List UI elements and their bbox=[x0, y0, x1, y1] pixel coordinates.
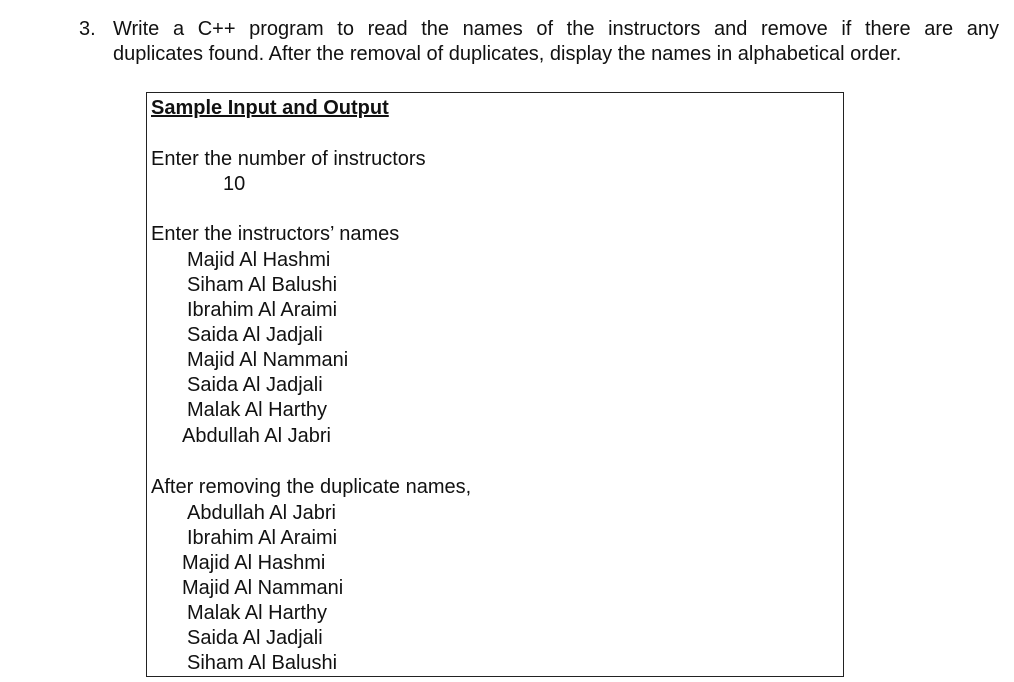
question-line-2: duplicates found. After the removal of duplicates, display the names in alphabetical order. bbox=[113, 43, 902, 65]
prompt-count: Enter the number of instructors bbox=[151, 148, 426, 170]
sorted-name: Majid Al Nammani bbox=[182, 577, 344, 599]
input-name: Siham Al Balushi bbox=[187, 274, 338, 296]
question-line-1: Write a C++ program to read the names of the instructors and remove if there are any bbox=[113, 18, 999, 40]
input-name: Saida Al Jadjali bbox=[187, 374, 323, 396]
input-name: Majid Al Nammani bbox=[187, 349, 349, 371]
input-name: Majid Al Hashmi bbox=[187, 249, 331, 271]
sorted-name: Saida Al Jadjali bbox=[187, 627, 323, 649]
prompt-names: Enter the instructors’ names bbox=[151, 223, 400, 245]
sorted-name: Abdullah Al Jabri bbox=[187, 502, 336, 524]
sample-title: Sample Input and Output bbox=[151, 97, 389, 119]
sorted-name: Ibrahim Al Araimi bbox=[187, 527, 338, 549]
input-name: Saida Al Jadjali bbox=[187, 324, 323, 346]
sample-io-box bbox=[146, 92, 844, 677]
sorted-name: Siham Al Balushi bbox=[187, 652, 338, 674]
question-number: 3. bbox=[79, 18, 96, 40]
sorted-name: Malak Al Harthy bbox=[187, 602, 328, 624]
count-value: 10 bbox=[223, 173, 246, 195]
question-text bbox=[113, 17, 999, 67]
sorted-name: Majid Al Hashmi bbox=[182, 552, 326, 574]
input-name: Ibrahim Al Araimi bbox=[187, 299, 338, 321]
input-name: Abdullah Al Jabri bbox=[182, 425, 331, 447]
input-name: Malak Al Harthy bbox=[187, 399, 328, 421]
after-removal-label: After removing the duplicate names, bbox=[151, 476, 472, 498]
